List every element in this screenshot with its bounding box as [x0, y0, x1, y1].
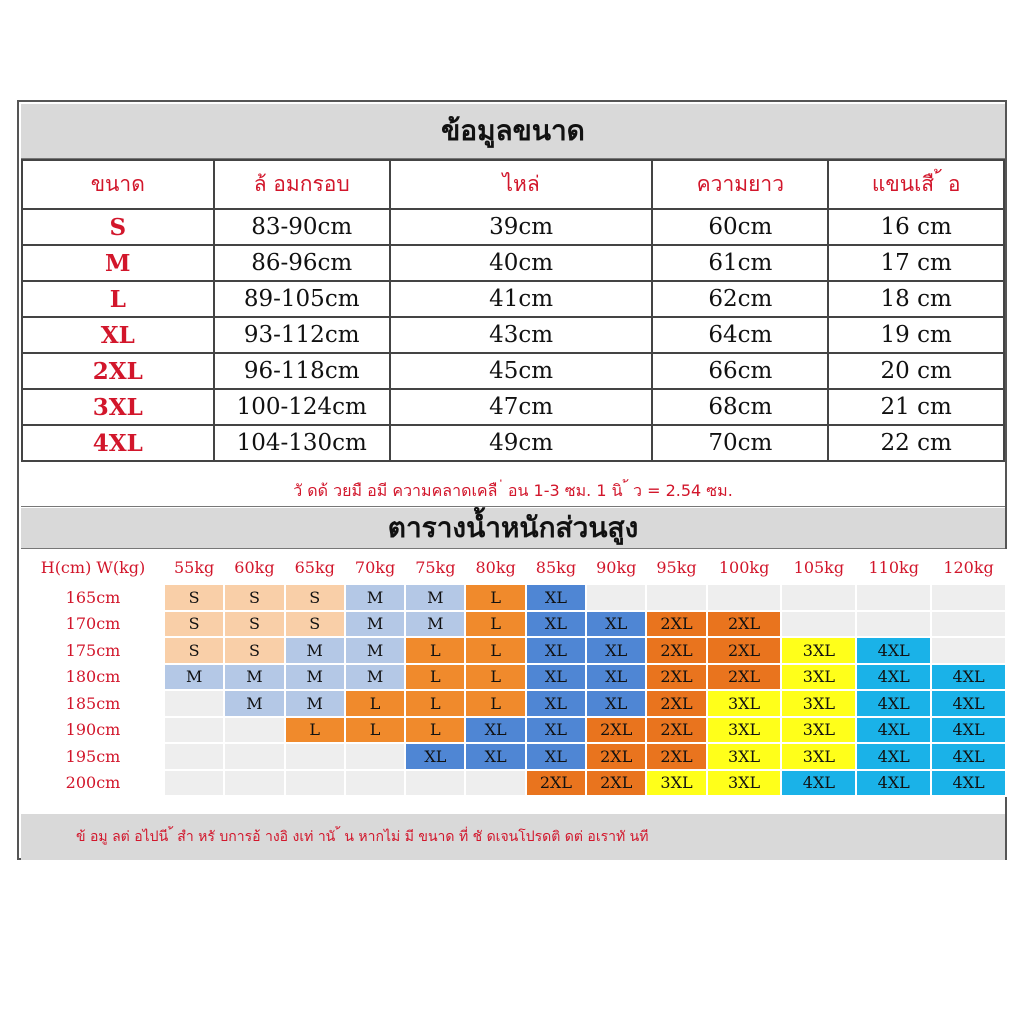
height-row: [22, 770, 1006, 797]
size-recommendation-cell: M: [224, 690, 284, 717]
size-recommendation-cell: L: [405, 717, 465, 744]
size-row: [22, 389, 1004, 425]
header-length: ความยาว: [652, 160, 828, 209]
size-recommendation-cell: 4XL: [856, 664, 931, 691]
size-recommendation-cell: 3XL: [646, 770, 706, 797]
shoulder-cell: 39cm: [390, 209, 652, 245]
size-recommendation-cell: [931, 611, 1006, 638]
size-recommendation-cell: [781, 584, 856, 611]
size-recommendation-cell: [164, 743, 224, 770]
chest-cell: 83-90cm: [214, 209, 390, 245]
corner-label: H(cm) W(kg): [22, 550, 164, 584]
size-recommendation-cell: M: [345, 611, 405, 638]
size-recommendation-cell: 4XL: [931, 770, 1006, 797]
size-recommendation-cell: [856, 611, 931, 638]
size-recommendation-cell: 2XL: [586, 717, 646, 744]
size-recommendation-cell: 2XL: [646, 717, 706, 744]
size-recommendation-cell: XL: [586, 664, 646, 691]
size-recommendation-cell: M: [285, 637, 345, 664]
length-cell: 62cm: [652, 281, 828, 317]
shoulder-cell: 47cm: [390, 389, 652, 425]
weight-header: 65kg: [285, 550, 345, 584]
size-recommendation-cell: XL: [526, 743, 586, 770]
shoulder-cell: 49cm: [390, 425, 652, 461]
size-recommendation-cell: 3XL: [781, 637, 856, 664]
size-recommendation-cell: 4XL: [931, 743, 1006, 770]
size-recommendation-cell: 4XL: [856, 637, 931, 664]
size-recommendation-cell: S: [164, 611, 224, 638]
height-row: [22, 664, 1006, 691]
weight-header: 85kg: [526, 550, 586, 584]
size-recommendation-cell: 2XL: [526, 770, 586, 797]
weight-header: 60kg: [224, 550, 284, 584]
size-recommendation-cell: M: [345, 584, 405, 611]
size-cell: S: [22, 209, 214, 245]
weight-header: 95kg: [646, 550, 706, 584]
height-label: 200cm: [22, 770, 164, 797]
size-recommendation-cell: M: [164, 664, 224, 691]
size-recommendation-cell: 4XL: [856, 770, 931, 797]
size-recommendation-cell: [345, 770, 405, 797]
height-label: 180cm: [22, 664, 164, 691]
size-recommendation-cell: M: [285, 690, 345, 717]
size-recommendation-cell: [586, 584, 646, 611]
shoulder-cell: 43cm: [390, 317, 652, 353]
size-recommendation-cell: 3XL: [707, 770, 782, 797]
size-recommendation-cell: L: [285, 717, 345, 744]
chest-cell: 86-96cm: [214, 245, 390, 281]
header-size: ขนาด: [22, 160, 214, 209]
size-recommendation-cell: 2XL: [586, 770, 646, 797]
size-recommendation-cell: 3XL: [707, 690, 782, 717]
size-recommendation-cell: 2XL: [707, 637, 782, 664]
size-recommendation-cell: L: [405, 637, 465, 664]
size-table-header-row: [22, 160, 1004, 209]
size-recommendation-cell: [164, 770, 224, 797]
size-recommendation-cell: 2XL: [707, 664, 782, 691]
size-recommendation-cell: 4XL: [931, 664, 1006, 691]
sleeve-cell: 17 cm: [828, 245, 1004, 281]
size-recommendation-cell: [164, 717, 224, 744]
length-cell: 70cm: [652, 425, 828, 461]
size-info-title: ข้อมูลขนาด: [21, 104, 1005, 159]
weight-header-row: [22, 550, 1006, 584]
size-recommendation-cell: M: [405, 584, 465, 611]
size-row: [22, 317, 1004, 353]
size-recommendation-cell: XL: [465, 717, 525, 744]
weight-header: 80kg: [465, 550, 525, 584]
weight-header: 105kg: [781, 550, 856, 584]
weight-header: 100kg: [707, 550, 782, 584]
size-recommendation-cell: S: [224, 611, 284, 638]
size-recommendation-cell: S: [224, 584, 284, 611]
header-shoulder: ไหล่: [390, 160, 652, 209]
size-recommendation-cell: S: [285, 611, 345, 638]
size-recommendation-cell: XL: [526, 584, 586, 611]
sleeve-cell: 16 cm: [828, 209, 1004, 245]
size-recommendation-cell: XL: [526, 611, 586, 638]
size-recommendation-cell: 3XL: [707, 743, 782, 770]
size-recommendation-cell: XL: [586, 611, 646, 638]
size-recommendation-cell: L: [405, 664, 465, 691]
chest-cell: 89-105cm: [214, 281, 390, 317]
size-recommendation-cell: [856, 584, 931, 611]
shoulder-cell: 45cm: [390, 353, 652, 389]
size-recommendation-cell: [405, 770, 465, 797]
size-recommendation-cell: M: [405, 611, 465, 638]
length-cell: 66cm: [652, 353, 828, 389]
reference-note: ข้ อมู ลต่ อไปนี ้ สำ หรั บการอ้ างอิ งเท่ านั ้ น หากไม่ มี ขนาด ที่ ชั ดเจนโปรดติ ดต่ อเราทั นที: [21, 814, 1005, 860]
size-recommendation-cell: [931, 637, 1006, 664]
size-recommendation-cell: XL: [526, 717, 586, 744]
sleeve-cell: 21 cm: [828, 389, 1004, 425]
weight-header: 90kg: [586, 550, 646, 584]
size-recommendation-cell: S: [164, 584, 224, 611]
weight-header: 120kg: [931, 550, 1006, 584]
height-row: [22, 611, 1006, 638]
weight-header: 110kg: [856, 550, 931, 584]
height-label: 175cm: [22, 637, 164, 664]
height-label: 185cm: [22, 690, 164, 717]
size-recommendation-cell: S: [224, 637, 284, 664]
size-recommendation-cell: 2XL: [646, 664, 706, 691]
size-recommendation-cell: [931, 584, 1006, 611]
size-recommendation-cell: XL: [526, 637, 586, 664]
size-recommendation-cell: XL: [586, 690, 646, 717]
size-recommendation-cell: 2XL: [707, 611, 782, 638]
header-sleeve: แขนเสื ้ อ: [828, 160, 1004, 209]
size-chart-panel: [17, 100, 1007, 860]
size-recommendation-cell: 4XL: [856, 690, 931, 717]
weight-header: 75kg: [405, 550, 465, 584]
size-recommendation-cell: 3XL: [707, 717, 782, 744]
size-recommendation-cell: XL: [405, 743, 465, 770]
chest-cell: 96-118cm: [214, 353, 390, 389]
height-weight-title: ตารางน้ำหนักส่วนสูง: [21, 508, 1005, 549]
size-recommendation-cell: 2XL: [646, 690, 706, 717]
size-cell: 2XL: [22, 353, 214, 389]
sleeve-cell: 18 cm: [828, 281, 1004, 317]
chest-cell: 104-130cm: [214, 425, 390, 461]
size-recommendation-cell: XL: [526, 664, 586, 691]
size-recommendation-cell: 4XL: [856, 743, 931, 770]
size-recommendation-cell: 4XL: [781, 770, 856, 797]
shoulder-cell: 41cm: [390, 281, 652, 317]
size-recommendation-cell: 4XL: [931, 690, 1006, 717]
shoulder-cell: 40cm: [390, 245, 652, 281]
chest-cell: 93-112cm: [214, 317, 390, 353]
size-recommendation-cell: 3XL: [781, 664, 856, 691]
size-recommendation-cell: L: [345, 717, 405, 744]
size-recommendation-cell: 4XL: [931, 717, 1006, 744]
size-recommendation-cell: S: [285, 584, 345, 611]
measurement-note: วั ดด้ วยมื อมี ความคลาดเคลื ่ อน 1-3 ซม. 1 นิ ้ ว = 2.54 ซม.: [21, 476, 1005, 507]
size-recommendation-cell: 2XL: [646, 743, 706, 770]
size-row: [22, 209, 1004, 245]
size-recommendation-cell: M: [345, 637, 405, 664]
height-label: 165cm: [22, 584, 164, 611]
size-cell: M: [22, 245, 214, 281]
size-recommendation-cell: [224, 743, 284, 770]
height-row: [22, 743, 1006, 770]
size-recommendation-cell: [224, 717, 284, 744]
size-recommendation-cell: L: [405, 690, 465, 717]
size-recommendation-cell: [285, 743, 345, 770]
size-recommendation-cell: 3XL: [781, 743, 856, 770]
size-recommendation-cell: L: [465, 584, 525, 611]
header-chest: ล้ อมกรอบ: [214, 160, 390, 209]
height-row: [22, 584, 1006, 611]
size-recommendation-cell: M: [224, 664, 284, 691]
length-cell: 64cm: [652, 317, 828, 353]
size-recommendation-cell: 3XL: [781, 690, 856, 717]
size-recommendation-cell: XL: [586, 637, 646, 664]
height-label: 195cm: [22, 743, 164, 770]
size-cell: XL: [22, 317, 214, 353]
size-recommendation-cell: [164, 690, 224, 717]
size-recommendation-cell: L: [465, 637, 525, 664]
size-recommendation-cell: 2XL: [586, 743, 646, 770]
weight-header: 70kg: [345, 550, 405, 584]
height-weight-table: [21, 549, 1007, 797]
size-recommendation-cell: L: [465, 611, 525, 638]
size-cell: 3XL: [22, 389, 214, 425]
height-label: 190cm: [22, 717, 164, 744]
size-recommendation-cell: L: [465, 690, 525, 717]
chest-cell: 100-124cm: [214, 389, 390, 425]
size-recommendation-cell: XL: [465, 743, 525, 770]
size-recommendation-cell: M: [285, 664, 345, 691]
size-recommendation-cell: S: [164, 637, 224, 664]
sleeve-cell: 22 cm: [828, 425, 1004, 461]
size-row: [22, 425, 1004, 461]
sleeve-cell: 19 cm: [828, 317, 1004, 353]
height-label: 170cm: [22, 611, 164, 638]
length-cell: 68cm: [652, 389, 828, 425]
size-cell: L: [22, 281, 214, 317]
size-recommendation-cell: 2XL: [646, 611, 706, 638]
size-cell: 4XL: [22, 425, 214, 461]
size-recommendation-cell: 3XL: [781, 717, 856, 744]
height-row: [22, 690, 1006, 717]
sleeve-cell: 20 cm: [828, 353, 1004, 389]
size-table: [21, 159, 1005, 462]
weight-header: 55kg: [164, 550, 224, 584]
height-row: [22, 717, 1006, 744]
size-recommendation-cell: XL: [526, 690, 586, 717]
size-recommendation-cell: [646, 584, 706, 611]
length-cell: 61cm: [652, 245, 828, 281]
size-recommendation-cell: 4XL: [856, 717, 931, 744]
size-recommendation-cell: [465, 770, 525, 797]
size-recommendation-cell: [224, 770, 284, 797]
size-recommendation-cell: 2XL: [646, 637, 706, 664]
size-recommendation-cell: M: [345, 664, 405, 691]
size-row: [22, 245, 1004, 281]
size-row: [22, 353, 1004, 389]
size-recommendation-cell: [707, 584, 782, 611]
size-row: [22, 281, 1004, 317]
size-recommendation-cell: [285, 770, 345, 797]
size-recommendation-cell: L: [465, 664, 525, 691]
length-cell: 60cm: [652, 209, 828, 245]
size-recommendation-cell: L: [345, 690, 405, 717]
height-row: [22, 637, 1006, 664]
size-recommendation-cell: [781, 611, 856, 638]
size-recommendation-cell: [345, 743, 405, 770]
